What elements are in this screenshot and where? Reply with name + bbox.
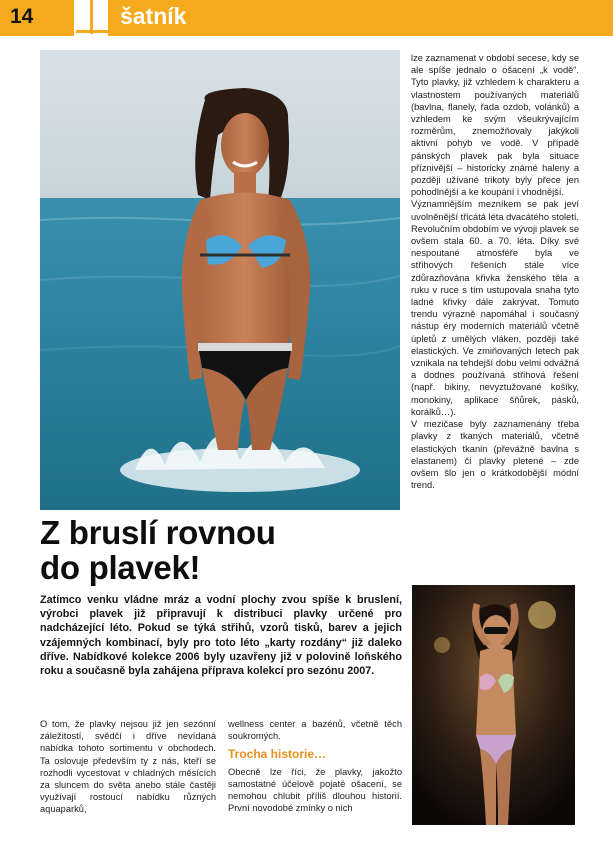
article-lead: Zatímco venku vládne mráz a vodní plochy zvou spíše k bruslení, výrobci plavek již připravují k distribuci plavky určené pro nadcházející léto. Pokud se týká střihů, vzorů tisků, barev a jejich vzájemných kombinací, byly pro toto léto „karty rozdány“ již daleko dříve. Nabídkové kolekce 2006 byly uzavřeny již v polovině loňského roku a současně byla zahájena příprava kolekcí pro sezónu 2007. [40,594,402,678]
body-column-left [40,718,216,816]
article-title [40,515,400,585]
header-tab-underline [76,30,108,33]
body-paragraph: O tom, že plavky nejsou již jen sezónní záležitostí, svědčí i dříve nevídaná nabídka tohoto sortimentu v obchodech. Ta oslovuje především ty z nás, kteří se rozhodli vycestovat v chladných měsících za sluncem do světa anebo stále častěji využívají rostoucí nabídku různých aquaparků, [40,719,216,815]
body-column-middle [228,718,402,814]
right-column-paragraph: lze zaznamenat v období secese, kdy se ale spíše jednalo o ošacení „k vodě“. Tyto plavky, již vzhledem k charakteru a vlastnostem používaných materiálů (bavlna, flanely, řada ozdob, volánků) a vzhledem ke svým všeukrývajícím rozměrům, znemožňovaly jakýkoli aktivní pohyb ve vodě. V případě pánských plavek pak byla situace příznivější – historicky známé haleny a později užívané trikoty byly přece jen pohodlnější a ke koupání i vhodnější. [411,53,579,198]
page-number: 14 [10,5,34,28]
woman-in-sea-illustration [40,50,400,510]
body-paragraph: wellness center a bazénů, včetně těch soukromých. [228,719,402,742]
main-photo [40,50,400,510]
body-paragraph: Obecně lze říci, že plavky, jakožto samostatné účelově pojaté ošacení, se nemohou chlubit příliš dlouhou historií. První novodobé zmínky o nich [228,766,402,814]
article-title-line: Z bruslí rovnou [40,514,276,551]
right-column-paragraph: V mezičase byly zaznamenány třeba plavky z tkaných materiálů, včetně elastických tkanin (převážně bavlna s elastanem) či plavky pletené – zde ovšem šlo jen o krátkodobější módní trend. [411,419,579,491]
small-photo [412,585,575,825]
subheading: Trocha historie… [228,747,327,762]
right-column-paragraph: Významnějším mezníkem se pak jeví uvolněnější třicátá léta dvacátého století. Revolučním obdobím ve vývoji plavek se ovšem stala 60. a 70. léta. Díky své nespoutané atmosféře byla ve střihových řešeních stále více zdůrazňována křivka ženského těla a ruku v ruce s tím ustupovala snaha tyto ladné křivky dále zakrývat. Tomuto trendu výrazně napomáhal i současný nástup éry moderních materiálů včetně úpletů z umělých vláken, později také elastických. Ve zmiňovaných letech pak vznikala na tehdejší dobu velmi odvážná a dodnes používaná střihová řešení (např. bikiny, nevyztužované košíky, monokiny, aplikace šňůrek, pásků, korálků…). [411,199,579,417]
section-title: šatník [120,3,187,29]
right-column-text [411,52,579,491]
runway-model-illustration [412,585,575,825]
article-title-line: do plavek! [40,549,201,586]
header-tab-divider [90,0,93,34]
